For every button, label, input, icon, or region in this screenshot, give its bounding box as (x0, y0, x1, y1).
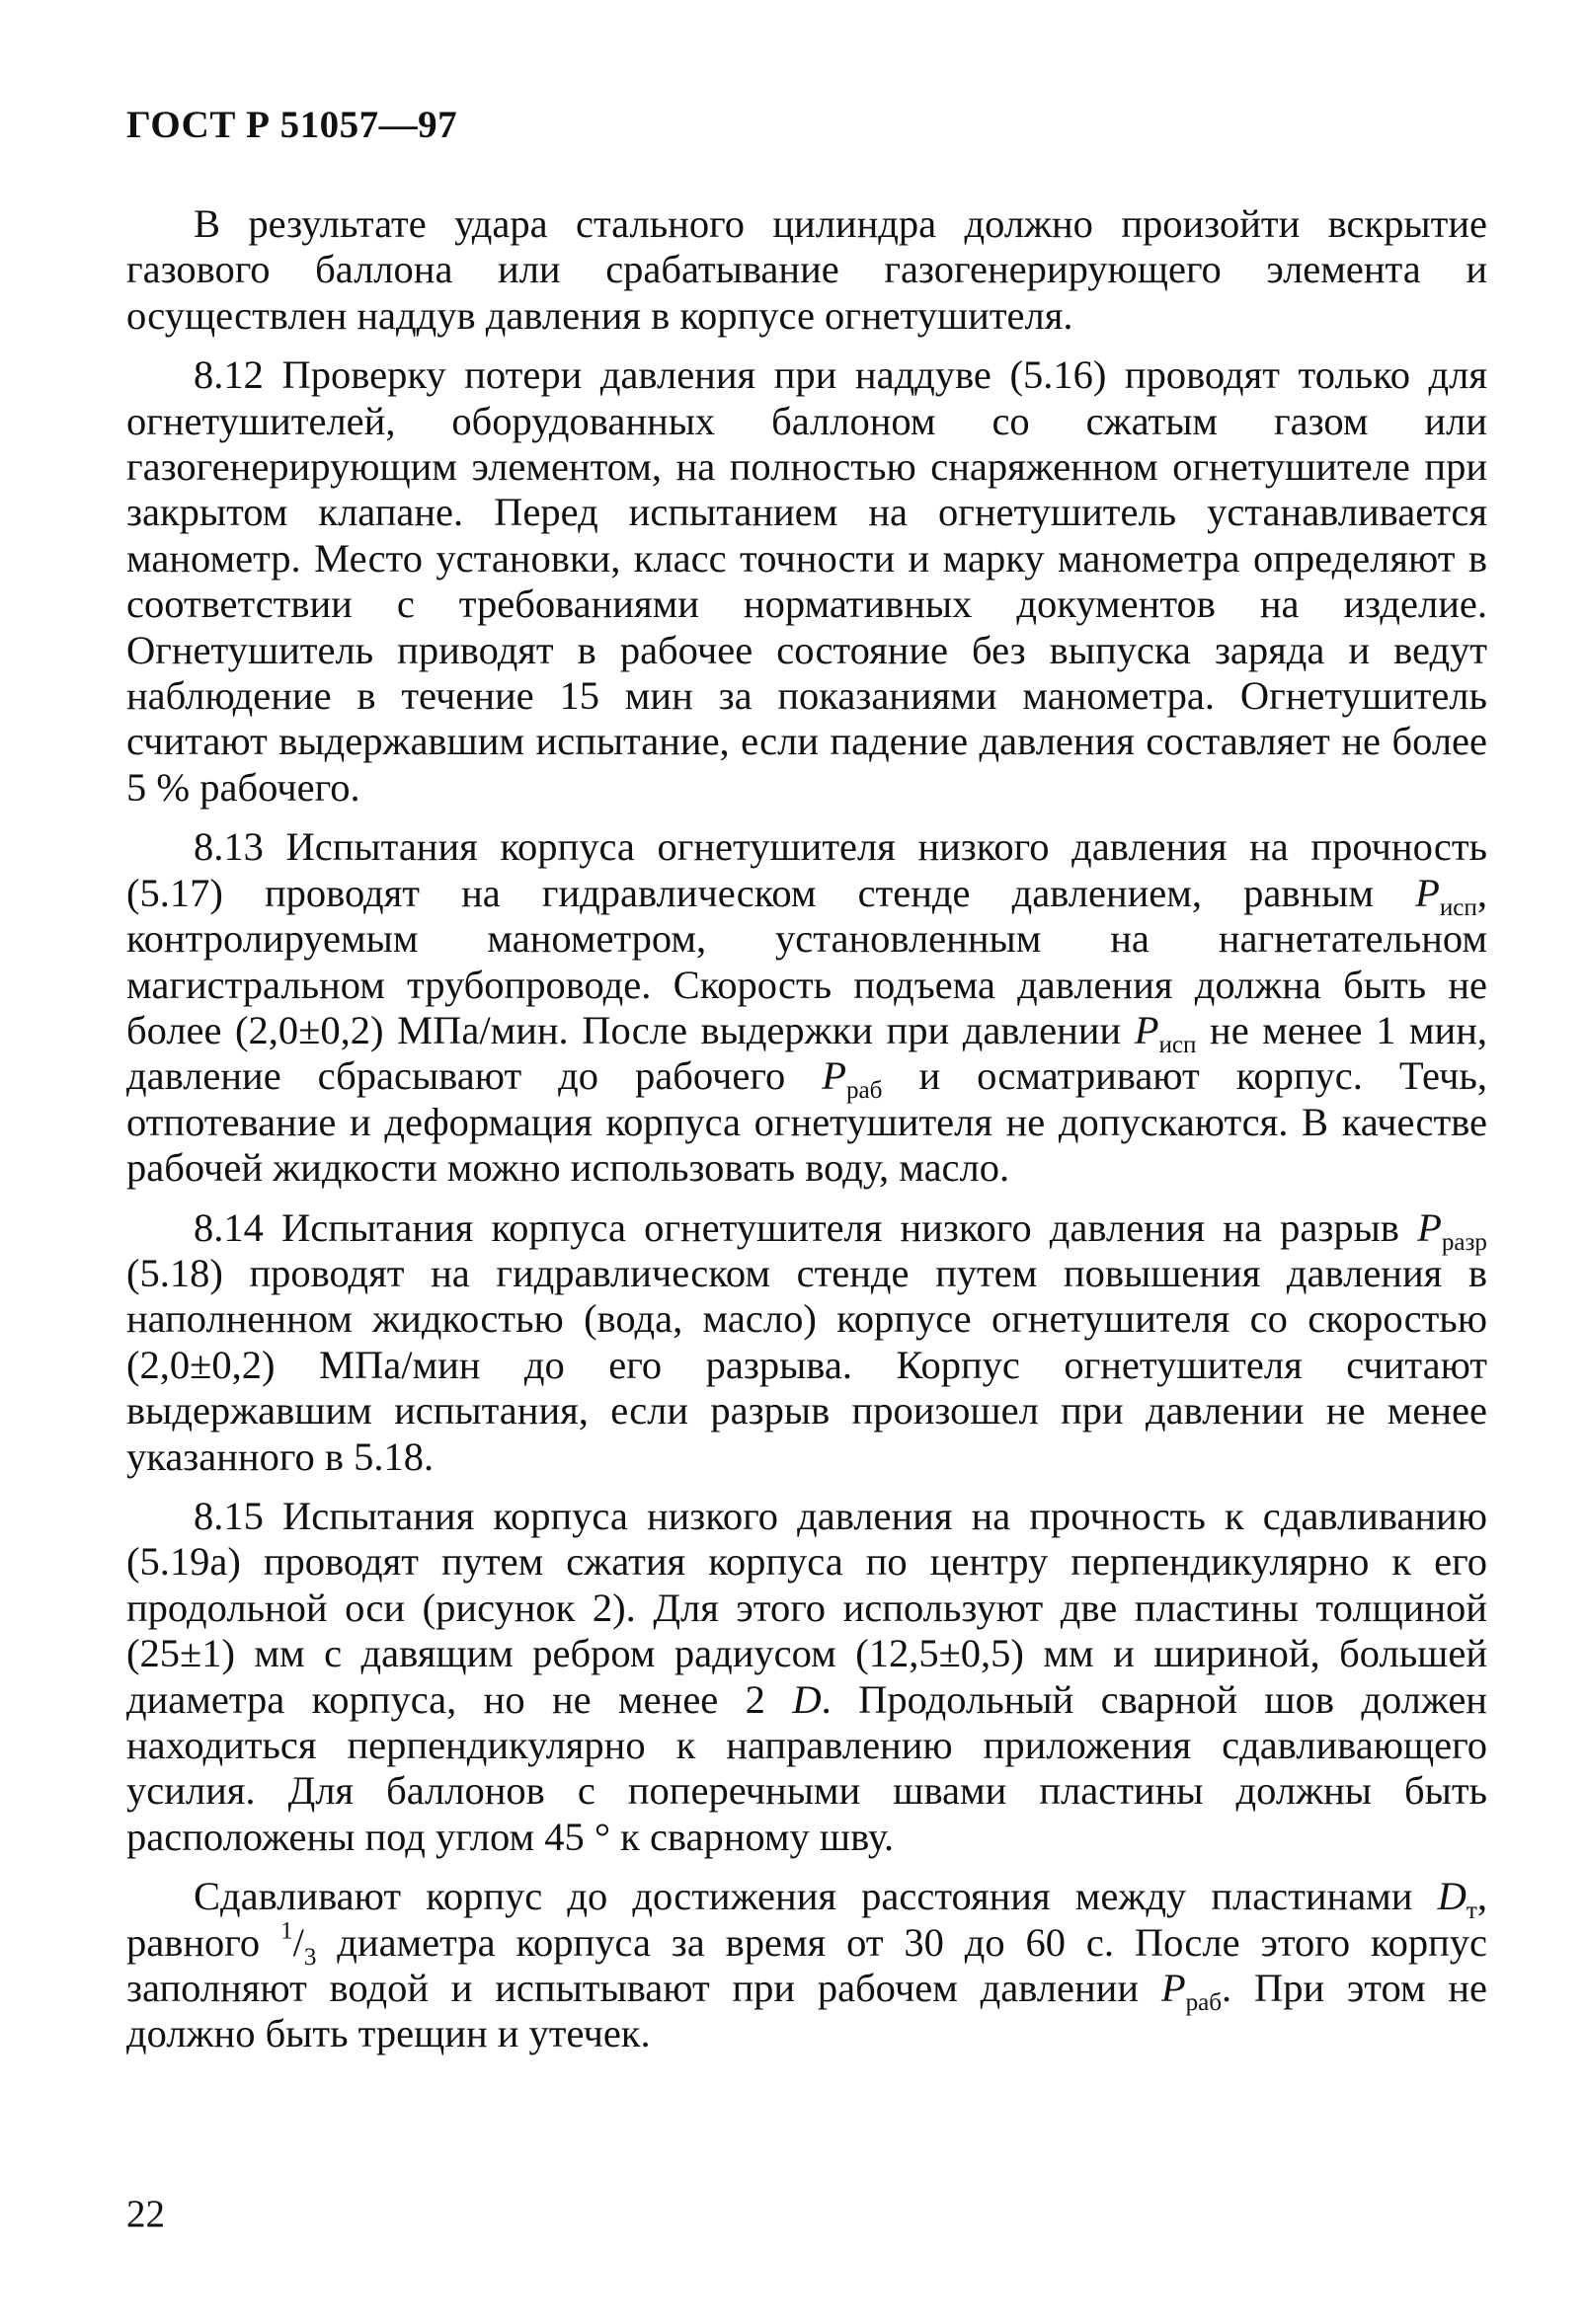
subscript: исп (1158, 1031, 1197, 1058)
text-run: и осматривают корпус. Течь, отпотевание и деформация корпуса огнетушителя не допускаются. В качестве рабочей жидкости можно использовать воду, масло. (126, 1053, 1487, 1191)
symbol-p: P (1134, 1007, 1159, 1052)
text-run: , равного (126, 1874, 1487, 1965)
paragraph-8-13 (126, 824, 1487, 1191)
subscript: т (1466, 1898, 1477, 1924)
symbol-p: P (1415, 870, 1440, 915)
paragraph-intro: В результате удара стального цилиндра должно произойти вскрытие газового баллона или срабатывание газогенерирующего элемента и осуществлен наддув давления в корпусе огнетушителя. (126, 201, 1487, 338)
paragraph-8-15 (126, 1494, 1487, 1860)
subscript: исп (1439, 893, 1477, 921)
text-run: . Продольный сварной шов должен находиться перпендикулярно к направлению приложения сдавливающего усилия. Для баллонов с поперечными швами пластины должны быть расположены под углом 45 ° к сварному шву. (126, 1676, 1487, 1859)
text-run: диаметра корпуса за время от 30 до 60 с. После этого корпус заполняют водой и испытывают при рабочем давлении (126, 1919, 1487, 2011)
symbol-d: D (1437, 1874, 1467, 1919)
symbol-d: D (792, 1676, 822, 1722)
symbol-p: P (1417, 1204, 1442, 1250)
paragraph-8-12: 8.12 Проверку потери давления при наддуве (5.16) проводят только для огнетушителей, оборудованных баллоном со сжатым газом или газогенерирующим элементом, на полностью снаряженном огнетушителе при закрытом клапане. Перед испытанием на огнетушитель устанавливается манометр. Место установки, класс точности и марку манометра определяют в соответствии с требованиями нормативных документов на изделие. Огнетушитель приводят в рабочее состояние без выпуска заряда и ведут наблюдение в течение 15 мин за показаниями манометра. Огнетушитель считают выдержавшим испытание, если падение давления составляет не более 5 % рабочего. (126, 352, 1487, 810)
symbol-p: P (1160, 1966, 1186, 2011)
text-run: не менее 1 мин, давление сбрасывают до рабочего (126, 1007, 1487, 1099)
text-run: 8.14 Испытания корпуса огнетушителя низкого давления на разрыв (194, 1204, 1418, 1250)
subscript: разр (1441, 1228, 1487, 1256)
document-body (126, 201, 1487, 2057)
text-run: , контролируемым манометром, установленным на нагнетательном магистральном трубопроводе. Скорость подъема давления должна быть не более (2,0±0,2) МПа/мин. После выдержки при давлении (126, 870, 1487, 1052)
subscript: раб (1185, 1988, 1223, 2016)
page-number: 22 (126, 2193, 165, 2235)
fraction-numerator: 1 (280, 1917, 293, 1945)
text-run: 8.15 Испытания корпуса низкого давления на прочность к сдавливанию (5.19а) проводят путем сжатия корпуса по центру перпендикулярно к его продольной оси (рисунок 2). Для этого используют две пластины толщиной (25±1) мм с давящим ребром радиусом (12,5±0,5) мм и шириной, большей диаметра корпуса, но не менее 2 (126, 1493, 1487, 1722)
text-run: 8.13 Испытания корпуса огнетушителя низкого давления на прочность (5.17) проводят на гидравлическом стенде давлением, равным (126, 824, 1487, 915)
text-run: . При этом не должно быть трещин и утечек. (126, 1966, 1488, 2056)
symbol-p: P (822, 1053, 846, 1099)
text-run: (5.18) проводят на гидравлическом стенде путем повышения давления в наполненном жидкостью (вода, масло) корпусе огнетушителя со скоростью (2,0±0,2) МПа/мин до его разрыва. Корпус огнетушителя считают выдержавшим испытания, если разрыв произошел при давлении не менее указанного в 5.18. (126, 1250, 1487, 1479)
paragraph-8-14 (126, 1205, 1487, 1480)
fraction-denominator: 3 (303, 1943, 317, 1971)
paragraph-compression (126, 1874, 1487, 2057)
text-run: Сдавливают корпус до достижения расстояния между пластинами (194, 1874, 1438, 1919)
subscript: раб (845, 1077, 883, 1105)
document-header: ГОСТ Р 51057—97 (126, 104, 458, 146)
fraction-slash: / (292, 1919, 304, 1965)
